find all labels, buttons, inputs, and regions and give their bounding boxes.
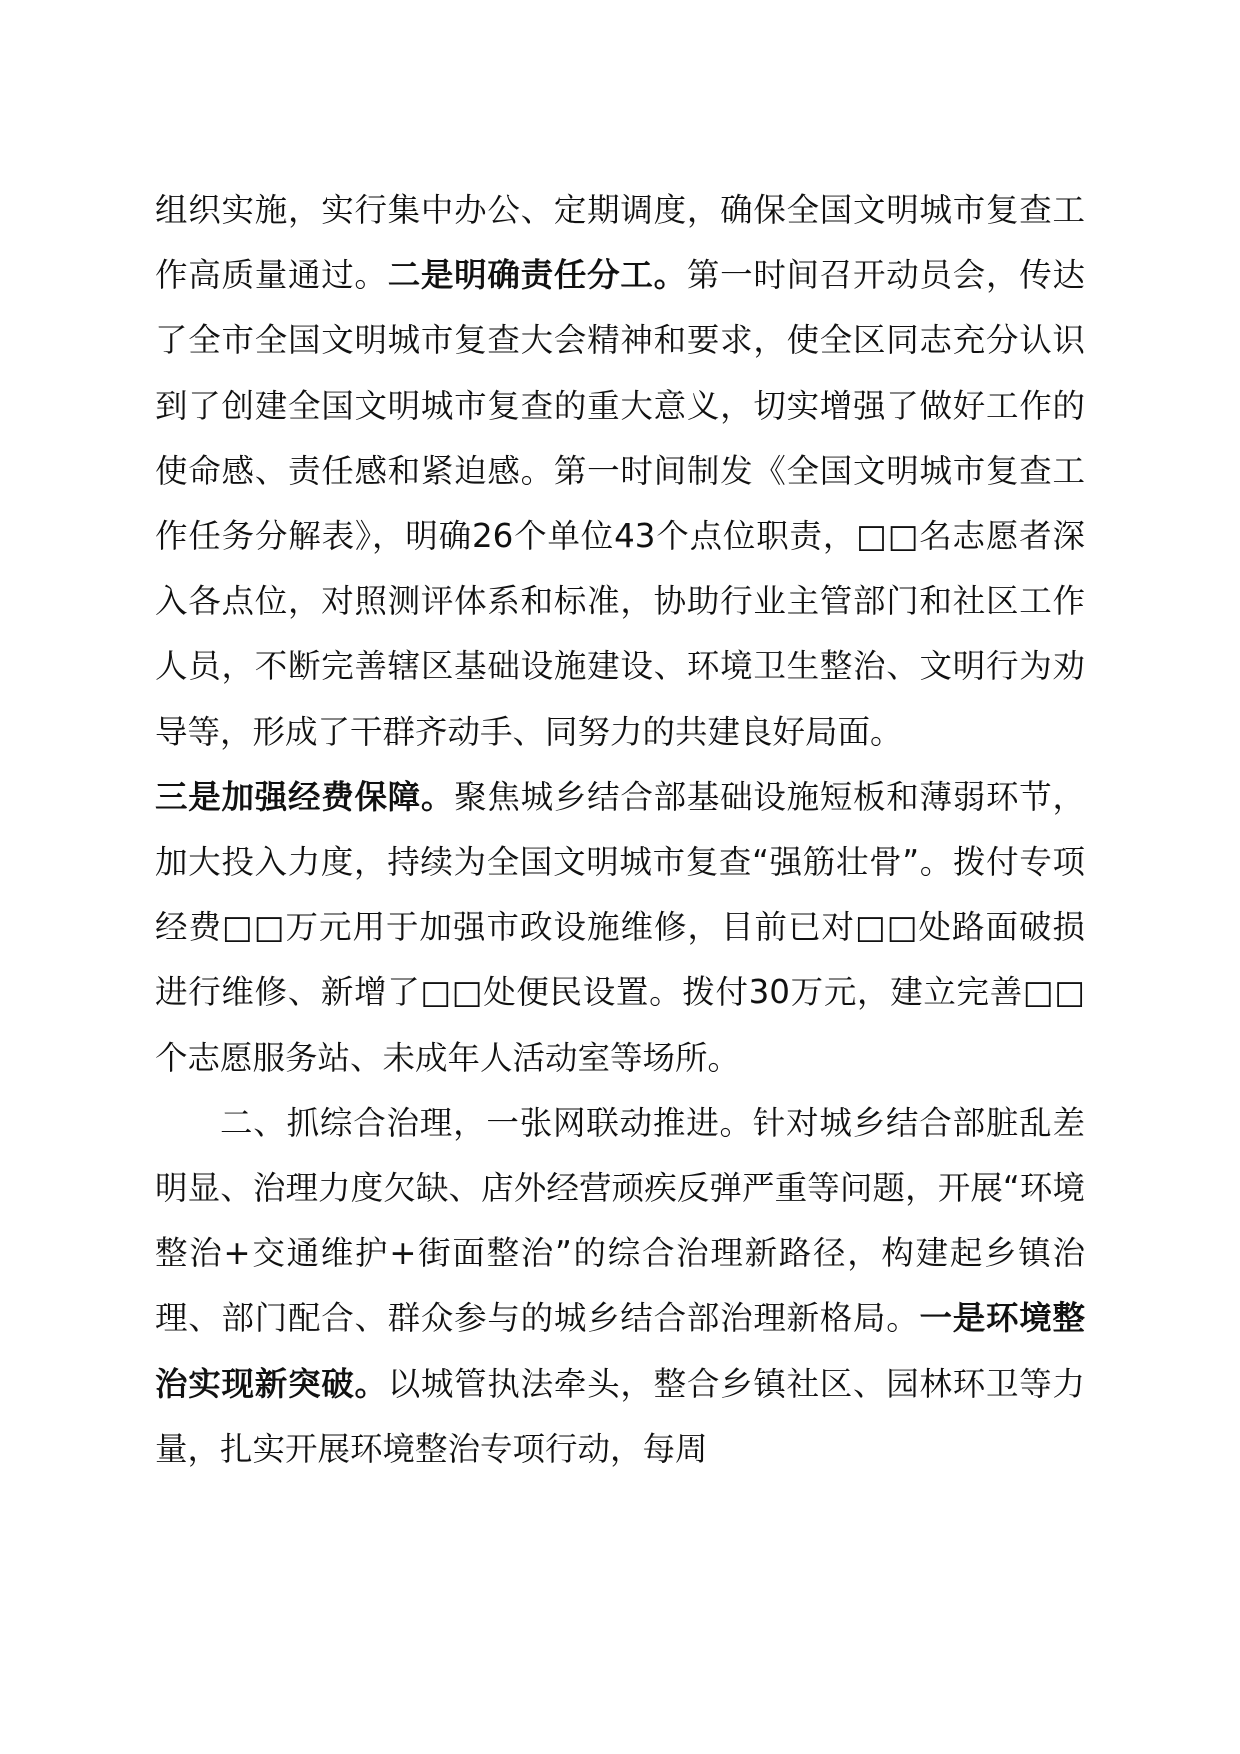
document-body xyxy=(155,178,1085,1482)
paragraph-text: 组织实施，实行集中办公、定期调度，确保全国文明城市复查工作高质量通过。 xyxy=(155,191,1085,295)
heading-strengthen-funding: 三是加强经费保障。 xyxy=(155,777,455,816)
paragraph-text: 聚焦城乡结合部基础设施短板和薄弱环节，加大投入力度，持续为全国文明城市复查“强筋壮骨”。拨付专项经费□□万元用于加强市政设施维修，目前已对□□处路面破损进行维修、新增了□□处便民设置。拨付30万元，建立完善□□个志愿服务站、未成年人活动室等场所。 xyxy=(155,777,1085,1077)
heading-clarify-responsibility: 二是明确责任分工。 xyxy=(387,256,687,295)
paragraph-text: 第一时间召开动员会，传达了全市全国文明城市复查大会精神和要求，使全区同志充分认识到了创建全国文明城市复查的重大意义，切实增强了做好工作的使命感、责任感和紧迫感。第一时间制发《全国文明城市复查工作任务分解表》，明确26个单位43个点位职责，□□名志愿者深入各点位，对照测评体系和标准，协助行业主管部门和社区工作人员，不断完善辖区基础设施建设、环境卫生整治、文明行为劝导等，形成了干群齐动手、同努力的共建良好局面。 xyxy=(155,256,1085,751)
paragraph-responsibility xyxy=(155,178,1085,765)
paragraph-text: 以城管执法牵头，整合乡镇社区、园林环卫等力量，扎实开展环境整治专项行动，每周 xyxy=(155,1364,1085,1468)
paragraph-text: 二、抓综合治理，一张网联动推进。针对城乡结合部脏乱差明显、治理力度欠缺、店外经营顽疾反弹严重等问题，开展“环境整治+交通维护+街面整治”的综合治理新路径，构建起乡镇治理、部门配合、群众参与的城乡结合部治理新格局。 xyxy=(155,1103,1085,1338)
paragraph-comprehensive-governance xyxy=(155,1091,1085,1482)
heading-environment-breakthrough: 一是环境整治实现新突破。 xyxy=(155,1299,1085,1403)
paragraph-funding xyxy=(155,765,1085,1091)
